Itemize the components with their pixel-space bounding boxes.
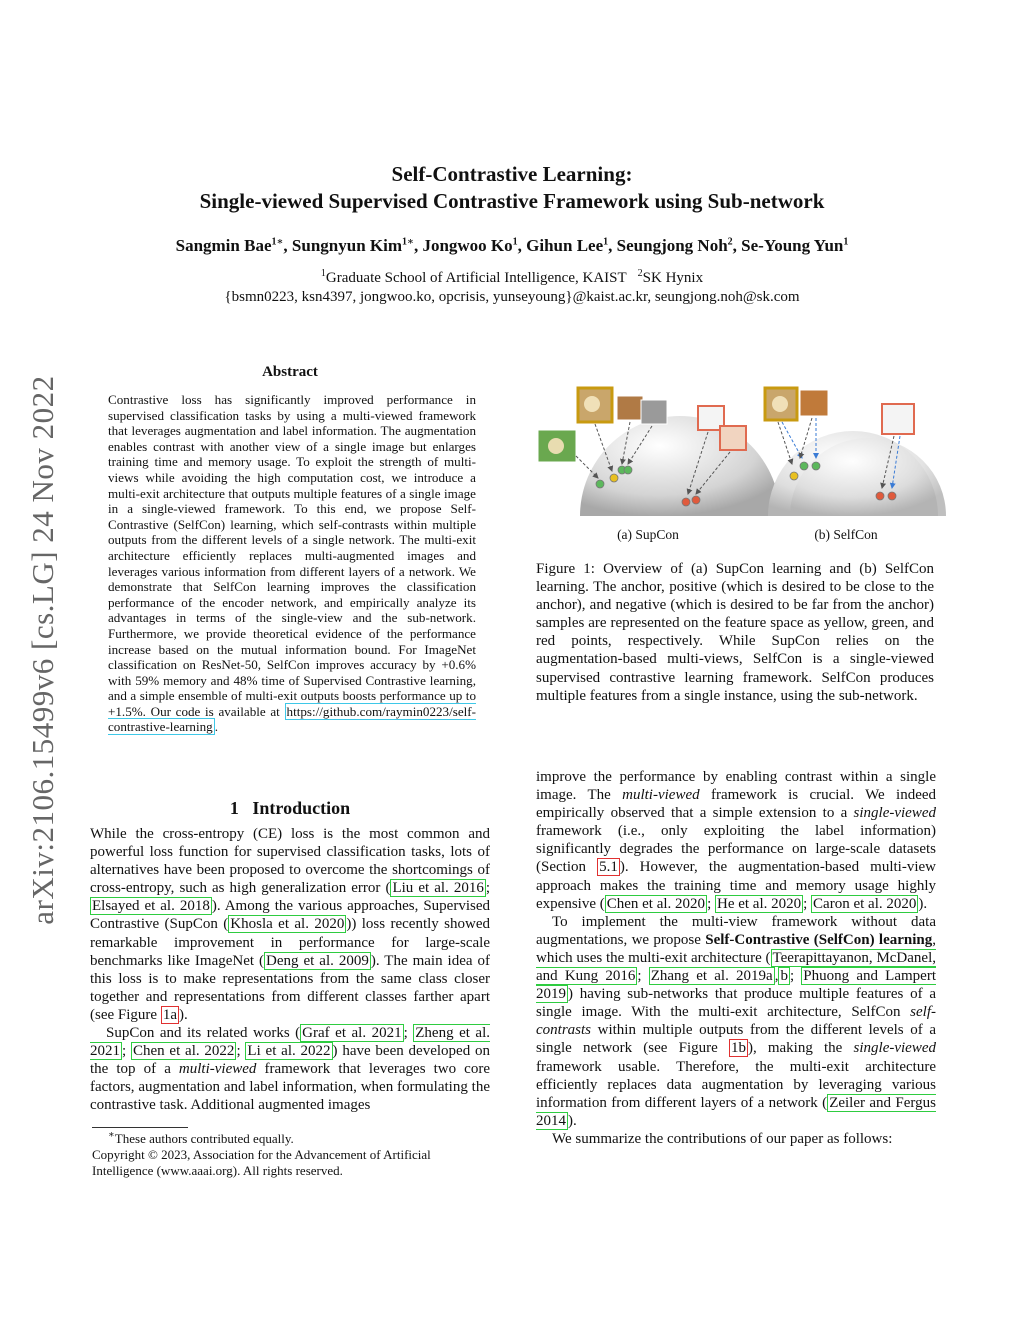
text: ; (122, 1043, 131, 1060)
citation-zeiler[interactable]: Zeiler and Fergus 2014 (536, 1094, 936, 1129)
text: ) having sub-networks that produce multiple features of a single image. With the multi-exit architecture, SelfCon (536, 986, 936, 1021)
abstract-heading: Abstract (262, 364, 318, 380)
text: single-viewed (853, 805, 936, 822)
author-affil-sup: 1 (603, 236, 609, 248)
citation-chen-2020[interactable]: Chen et al. 2020 (606, 895, 706, 912)
supcon-sphere (580, 416, 780, 516)
text: ) have been developed on the top of a (90, 1043, 490, 1078)
abstract-body (108, 392, 476, 735)
text: ), making the (747, 1040, 854, 1057)
text: )) loss recently showed remarkable improvement in performance for large-scale benchmarks like ImageNet ( (90, 916, 490, 969)
citation-zhang-b[interactable]: b (780, 968, 788, 985)
text: ). The main idea of this loss is to make representations from the same class closer together and representations from different classes farther apart (see Figure (90, 952, 491, 1023)
author-name: Sangmin Bae (175, 236, 272, 255)
author-name: Jongwoo Ko (422, 236, 513, 255)
citation-khosla[interactable]: Khosla et al. 2020 (230, 916, 345, 933)
section-number: 1 (229, 798, 239, 818)
affiliations (0, 268, 1024, 288)
right-paragraph-3: We summarize the contributions of our paper as follows: (552, 1130, 893, 1147)
text: self-contrasts (536, 1004, 936, 1039)
figure-ref-1b[interactable]: 1b (730, 1040, 746, 1057)
text: ). However, the augmentation-based multi-view approach makes the training time and memory usage highly expensive ( (536, 859, 936, 912)
paper-title-line2: Single-viewed Supervised Contrastive Framework using Sub-network (199, 189, 825, 213)
affil-sup1: 1 (320, 268, 326, 279)
author-affil-sup: 1 (512, 236, 518, 248)
paper-title-line1: Self-Contrastive Learning: (391, 162, 633, 186)
affil-sup2: 2 (637, 268, 643, 279)
text: ; (789, 968, 802, 985)
abstract-end: . (214, 719, 218, 735)
selfcon-negative-image (882, 404, 914, 434)
text: framework usable. Therefore, the multi-exit architecture efficiently replaces data augmentation by leveraging various information from different layers of a network ( (536, 1058, 936, 1111)
author-affil-sup: 1∗ (271, 236, 284, 248)
citation-li[interactable]: Li et al. 2022 (247, 1043, 331, 1060)
text: improve the performance by enabling contrast within a single image. The (536, 769, 936, 804)
text: multi-viewed (178, 1061, 257, 1078)
right-paragraph-2 (536, 913, 936, 1130)
supcon-anchor-image (578, 388, 612, 422)
citation-phuong[interactable]: Phuong and Lampert 2019 (536, 968, 936, 1003)
text: While the cross-entropy (CE) loss is the most common and powerful loss function for supervised classification tasks, lots of alternatives have been proposed to overcome the shortcomings of cross-entropy, such as high generalization error ( (90, 826, 490, 897)
affil-2: SK Hynix (642, 270, 704, 286)
text: multi-viewed (622, 787, 700, 804)
subcaption-a: (a) SupCon (617, 527, 679, 542)
text: within multiple outputs from the different levels of a single network (see Figure (536, 1022, 936, 1057)
author-affil-sup: 1 (843, 236, 849, 248)
selfcon-positive-image (800, 390, 828, 416)
footnote-text: These authors contributed equally. (114, 1131, 294, 1146)
citation-he[interactable]: He et al. 2020 (716, 895, 802, 912)
citation-liu[interactable]: Liu et al. 2016 (392, 880, 484, 897)
arxiv-id: arXiv:2106.15499v6 [cs.LG] 24 Nov 2022 (25, 375, 60, 925)
text: SupCon and its related works ( (106, 1025, 301, 1042)
author-name: Se-Young Yun (741, 236, 844, 255)
right-paragraph-1 (536, 768, 936, 913)
footnote-equal-contribution (92, 1131, 508, 1147)
text: ). (568, 1112, 577, 1129)
citation-deng[interactable]: Deng et al. 2009 (266, 952, 369, 969)
text: To implement the multi-view framework without data augmentations, we propose (536, 913, 936, 948)
citation-teerapittayanon[interactable]: Teerapittayanon, McDanel, and Kung 2016 (536, 949, 936, 985)
text: framework is crucial. We indeed empirically observed that a simple extension to a (536, 787, 937, 822)
text: ). (178, 1006, 188, 1023)
text: ; (803, 895, 812, 912)
figure-ref-1a[interactable]: 1a (162, 1006, 177, 1023)
intro-left-column (90, 825, 490, 1115)
figure-1 (530, 376, 950, 526)
text: single-viewed (853, 1040, 936, 1057)
figure-1-illustration (530, 376, 950, 526)
author-name: Seungjong Noh (616, 236, 728, 255)
section-title: Introduction (252, 798, 351, 818)
section-ref-5-1[interactable]: 5.1 (599, 859, 618, 876)
abstract-text: Contrastive loss has significantly improved performance in supervised classification tasks by using a multi-viewed framework that leverages augmentation and label information. The augmentation enables contrast with another view of a single image but enlarges training time and memory usage. To exploit the strength of multi-views while avoiding the high computation cost, we introduce a multi-exit architecture that outputs multiple features of a single image in a single-viewed framework. To this end, we propose Self-Contrastive (SelfCon) learning, which self-contrasts within multiple outputs from the different levels of a single network. The multi-exit architecture efficiently replaces multi-augmented images and leverages various information from different layers of a network. We demonstrate that SelfCon learning improves the classification performance of the encoder network, and empirically analyze its advantages in terms of the single-view and the sub-network. Furthermore, we provide theoretical evidence of the performance increase based on the mutual information bound. For ImageNet classification on ResNet-50, SelfCon improves accuracy by +0.6% with 59% memory and 48% time of Supervised Contrastive learning, and a simple ensemble of multi-exit outputs boosts performance up to +1.5%. Our code is available at (108, 392, 476, 719)
text: , which uses the multi-exit architecture ( (536, 931, 936, 966)
author-list (0, 236, 1024, 256)
text: Self-Contrastive (SelfCon) learning (705, 931, 933, 948)
text: ). (918, 895, 928, 912)
text: ; (485, 880, 490, 897)
text: , (774, 968, 779, 985)
figure-1-caption: Figure 1: Overview of (a) SupCon learning and (b) SelfCon learning. The anchor, positive (which is desired to be close to the anchor), and negative (which is desired to be far from the anchor) samples are represented on the feature space as yellow, green, and red points, respectively. While SupCon relies on the augmentation-based multi-views, SelfCon is a single-viewed supervised contrastive learning framework. SelfCon produces multiple features from a single instance, using the sub-network. (536, 561, 934, 704)
arxiv-sidebar (18, 350, 68, 950)
author-name: Sungnyun Kim (291, 236, 403, 255)
author-affil-sup: 2 (727, 236, 733, 248)
citation-elsayed[interactable]: Elsayed et al. 2018 (92, 898, 210, 915)
affil-1: Graduate School of Artificial Intelligence, KAIST (325, 270, 627, 286)
author-separator: , (517, 236, 527, 255)
section-heading-introduction (92, 798, 488, 819)
text: framework (i.e., only exploiting the label information) significantly degrades the performance on large-scale datasets (Section (536, 823, 936, 876)
author-separator: , (608, 236, 617, 255)
text: ; (236, 1043, 246, 1060)
citation-graf[interactable]: Graf et al. 2021 (302, 1025, 402, 1042)
text: ; (707, 895, 715, 912)
intro-paragraph-2 (90, 1024, 490, 1114)
citation-zheng[interactable]: Zheng et al. 2021 (90, 1025, 490, 1060)
text: ; (637, 968, 649, 985)
author-separator: , (283, 236, 292, 255)
intro-right-column (536, 768, 936, 1148)
footnote-mark: ∗ (108, 1129, 115, 1141)
intro-paragraph-1 (90, 825, 490, 1024)
author-separator: , (732, 236, 742, 255)
author-separator: , (413, 236, 423, 255)
author-name: Gihun Lee (526, 236, 604, 255)
author-emails: {bsmn0223, ksn4397, jongwoo.ko, opcrisis, yunseyoung}@kaist.ac.kr, seungjong.noh@sk.com (224, 289, 800, 305)
footnote-rule (92, 1127, 188, 1128)
text: ; (403, 1025, 414, 1042)
copyright-notice: Copyright © 2023, Association for the Advancement of Artificial Intelligence (www.aaai.org). All rights reserved. (92, 1147, 431, 1178)
citation-chen-2022[interactable]: Chen et al. 2022 (132, 1043, 235, 1060)
citation-zhang-a[interactable]: Zhang et al. 2019a (650, 968, 773, 985)
author-affil-sup: 1∗ (402, 236, 414, 248)
subcaption-b: (b) SelfCon (814, 527, 878, 542)
code-link[interactable]: https://github.com/raymin0223/self-contrastive-learning (108, 703, 476, 735)
text: framework that leverages two core factors, augmentation and label information, when formulating the contrastive task. Additional augmented images (90, 1061, 490, 1114)
text: ). Among the various approaches, Supervised Contrastive (SupCon ( (90, 898, 490, 933)
selfcon-anchor-image (765, 388, 797, 420)
citation-caron[interactable]: Caron et al. 2020 (813, 895, 917, 912)
